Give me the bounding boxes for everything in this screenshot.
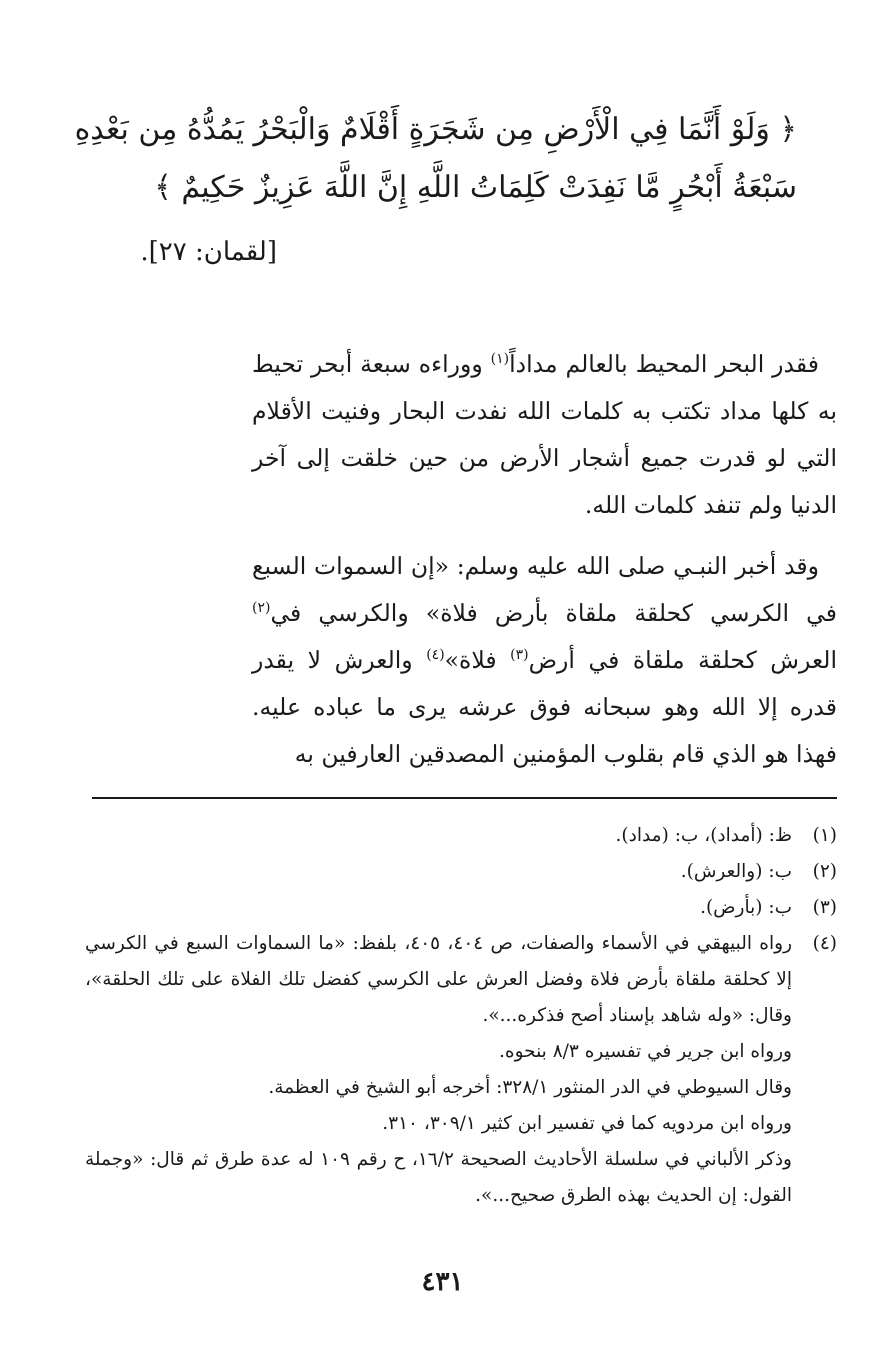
quran-verse-line-1: ﴿ وَلَوْ أَنَّمَا فِي الْأَرْضِ مِن شَجَرَةٍ أَقْلَامٌ وَالْبَحْرُ يَمُدُّهُ مِن بَعْدِهِ	[74, 112, 797, 147]
footnote-text	[85, 818, 792, 854]
footnote-line: وقال السيوطي في الدر المنثور ٣٢٨/١: أخرجه أبو الشيخ في العظمة.	[268, 1077, 792, 1098]
quran-verse-line-2: سَبْعَةُ أَبْحُرٍ مَّا نَفِدَتْ كَلِمَاتُ اللَّهِ إِنَّ اللَّهَ عَزِيزٌ حَكِيمٌ ﴾	[154, 170, 797, 205]
footnote-number: (٤)	[812, 933, 837, 954]
page-number: ٤٣١	[421, 1267, 464, 1297]
paragraph-2-text-d: والعرش لا يقدر قدره إلا الله وهو سبحانه فوق عرشه يرى ما عباده عليه. فهذا هو الذي قام بقلوب المؤمنين المصدقين العارفين به	[252, 645, 837, 768]
footnote-ref-4: (٤)	[426, 646, 445, 663]
footnote-line: ورواه ابن جرير في تفسيره ٨/٣ بنحوه.	[499, 1041, 792, 1062]
footnote-line: ورواه ابن مردويه كما في تفسير ابن كثير ٣٠٩/١، ٣١٠.	[382, 1113, 792, 1134]
footnotes	[85, 818, 837, 1214]
footnote-text	[85, 890, 792, 926]
footnote-2	[85, 854, 837, 890]
footnote-number: (٣)	[812, 897, 837, 918]
footnote-4	[85, 926, 837, 1214]
footnote-ref-3: (٣)	[510, 646, 529, 663]
footnote-number: (١)	[812, 825, 837, 846]
footnote-separator	[92, 797, 837, 799]
verse-reference: [لقمان: ٢٧].	[140, 237, 277, 267]
footnote-text	[85, 926, 792, 1214]
paragraph-2-text-a: وقد أخبر النبـي صلى الله عليه وسلم: «إن السموات السبع في الكرسي كحلقة ملقاة بأرض فلاة» والكرسي في	[252, 551, 837, 627]
footnote-line: رواه البيهقي في الأسماء والصفات، ص ٤٠٤، ٤٠٥، بلفظ: «ما السماوات السبع في الكرسي إلا كحلقة ملقاة بأرض فلاة وفضل العرش على الكرسي كفضل تلك الفلاة على تلك الحلقة»، وقال: «وله شاهد بإسناد أصح فذكره...».	[85, 933, 792, 1026]
footnote-line: ظ: (أمداد)، ب: (مداد).	[615, 825, 792, 846]
footnote-line: ب: (بأرض).	[700, 897, 792, 918]
paragraph-2-text-c: فلاة»	[444, 645, 511, 674]
paragraph-1	[252, 341, 837, 529]
footnote-3	[85, 890, 837, 926]
footnote-ref-2: (٢)	[252, 599, 271, 616]
paragraph-2	[252, 543, 837, 778]
footnote-number: (٢)	[812, 861, 837, 882]
footnote-1	[85, 818, 837, 854]
paragraph-1-text-b: ووراءه سبعة أبحر تحيط به كلها مداد تكتب به كلمات الله نفدت البحار وفنيت الأقلام التي لو قدرت جميع أشجار الأرض من حين خلقت إلى آخر الدنيا ولم تنفد كلمات الله.	[252, 349, 837, 519]
paragraph-1-text-a: فقدر البحر المحيط بالعالم مداداً	[509, 349, 819, 378]
footnote-text	[85, 854, 792, 890]
paragraph-2-text-b: العرش كحلقة ملقاة في أرض	[528, 645, 837, 674]
footnote-line: ب: (والعرش).	[680, 861, 792, 882]
footnote-line: وذكر الألباني في سلسلة الأحاديث الصحيحة ١٦/٢، ح رقم ١٠٩ له عدة طرق ثم قال: «وجملة القول: إن الحديث بهذه الطرق صحيح...».	[85, 1149, 792, 1206]
footnote-ref-1: (١)	[490, 350, 510, 367]
